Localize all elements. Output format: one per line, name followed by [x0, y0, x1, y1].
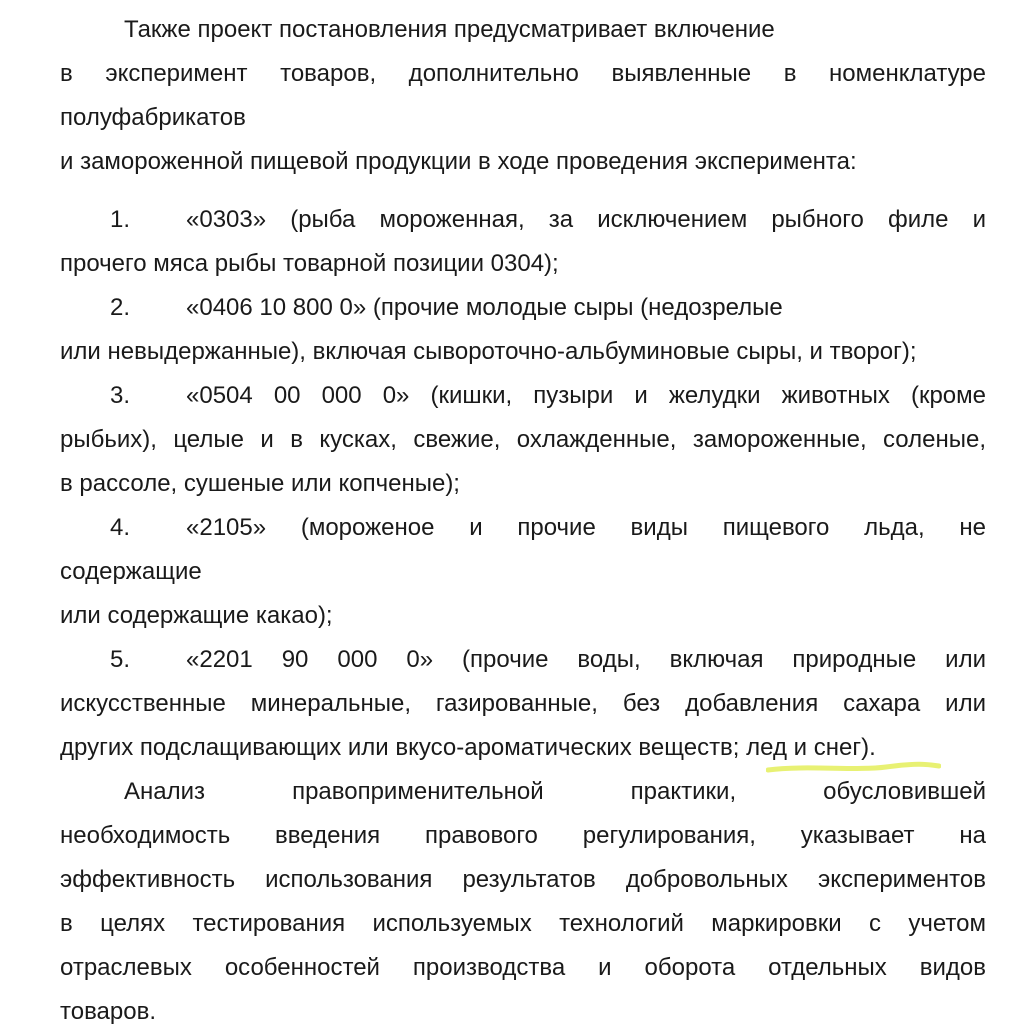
list-item-text: «0504 00 000 0» (кишки, пузыри и желудки животных (кроме — [186, 382, 986, 409]
list-item-continuation: рыбьих), целые и в кусках, свежие, охлажденные, замороженные, соленые, — [60, 426, 986, 453]
list-item-text: «2201 90 000 0» (прочие воды, включая природные или — [186, 646, 986, 673]
list-item-continuation: прочего мяса рыбы товарной позиции 0304); — [60, 250, 559, 277]
list-item-number: 4. — [110, 514, 131, 541]
intro-line: в эксперимент товаров, дополнительно выявленные в номенклатуре — [60, 60, 986, 87]
conclusion-line: отраслевых особенностей производства и оборота отдельных видов — [60, 954, 986, 981]
list-item — [60, 638, 986, 770]
list-item-continuation: содержащие — [60, 558, 202, 585]
list-item-number: 2. — [110, 294, 131, 321]
list-item-text: «0406 10 800 0» (прочие молодые сыры (недозрелые — [186, 294, 783, 321]
intro-line: полуфабрикатов — [60, 104, 246, 131]
list-item — [60, 374, 986, 506]
list-item — [60, 198, 986, 286]
list-item-continuation: искусственные минеральные, газированные, без добавления сахара или — [60, 690, 986, 717]
list-item-continuation: в рассоле, сушеные или копченые); — [60, 470, 460, 497]
conclusion-line: Анализ правоприменительной практики, обусловившей — [124, 778, 986, 805]
list-item — [60, 286, 986, 374]
list-item-number: 1. — [110, 206, 131, 233]
intro-line: и замороженной пищевой продукции в ходе проведения эксперимента: — [60, 148, 857, 175]
numbered-list — [60, 198, 986, 770]
conclusion-line: в целях тестирования используемых технологий маркировки с учетом — [60, 910, 986, 937]
list-item-continuation: или невыдержанные), включая сывороточно-альбуминовые сыры, и творог); — [60, 338, 917, 365]
list-item-text: «2105» (мороженое и прочие виды пищевого льда, не — [186, 514, 986, 541]
list-item — [60, 506, 986, 638]
conclusion-line: эффективность использования результатов добровольных экспериментов — [60, 866, 986, 893]
list-item-text: «0303» (рыба мороженная, за исключением рыбного филе и — [186, 206, 986, 233]
list-item-continuation: других подслащивающих или вкусо-ароматических веществ; лед и снег). — [60, 734, 876, 761]
conclusion-line: необходимость введения правового регулирования, указывает на — [60, 822, 986, 849]
document-page — [60, 8, 986, 1034]
list-item-number: 5. — [110, 646, 131, 673]
conclusion-line: товаров. — [60, 998, 157, 1025]
paragraph-gap — [60, 184, 986, 198]
list-item-continuation: или содержащие какао); — [60, 602, 333, 629]
conclusion-paragraph — [60, 770, 986, 1034]
intro-paragraph — [60, 8, 986, 184]
intro-line: Также проект постановления предусматривает включение — [124, 16, 775, 43]
list-item-number: 3. — [110, 382, 131, 409]
